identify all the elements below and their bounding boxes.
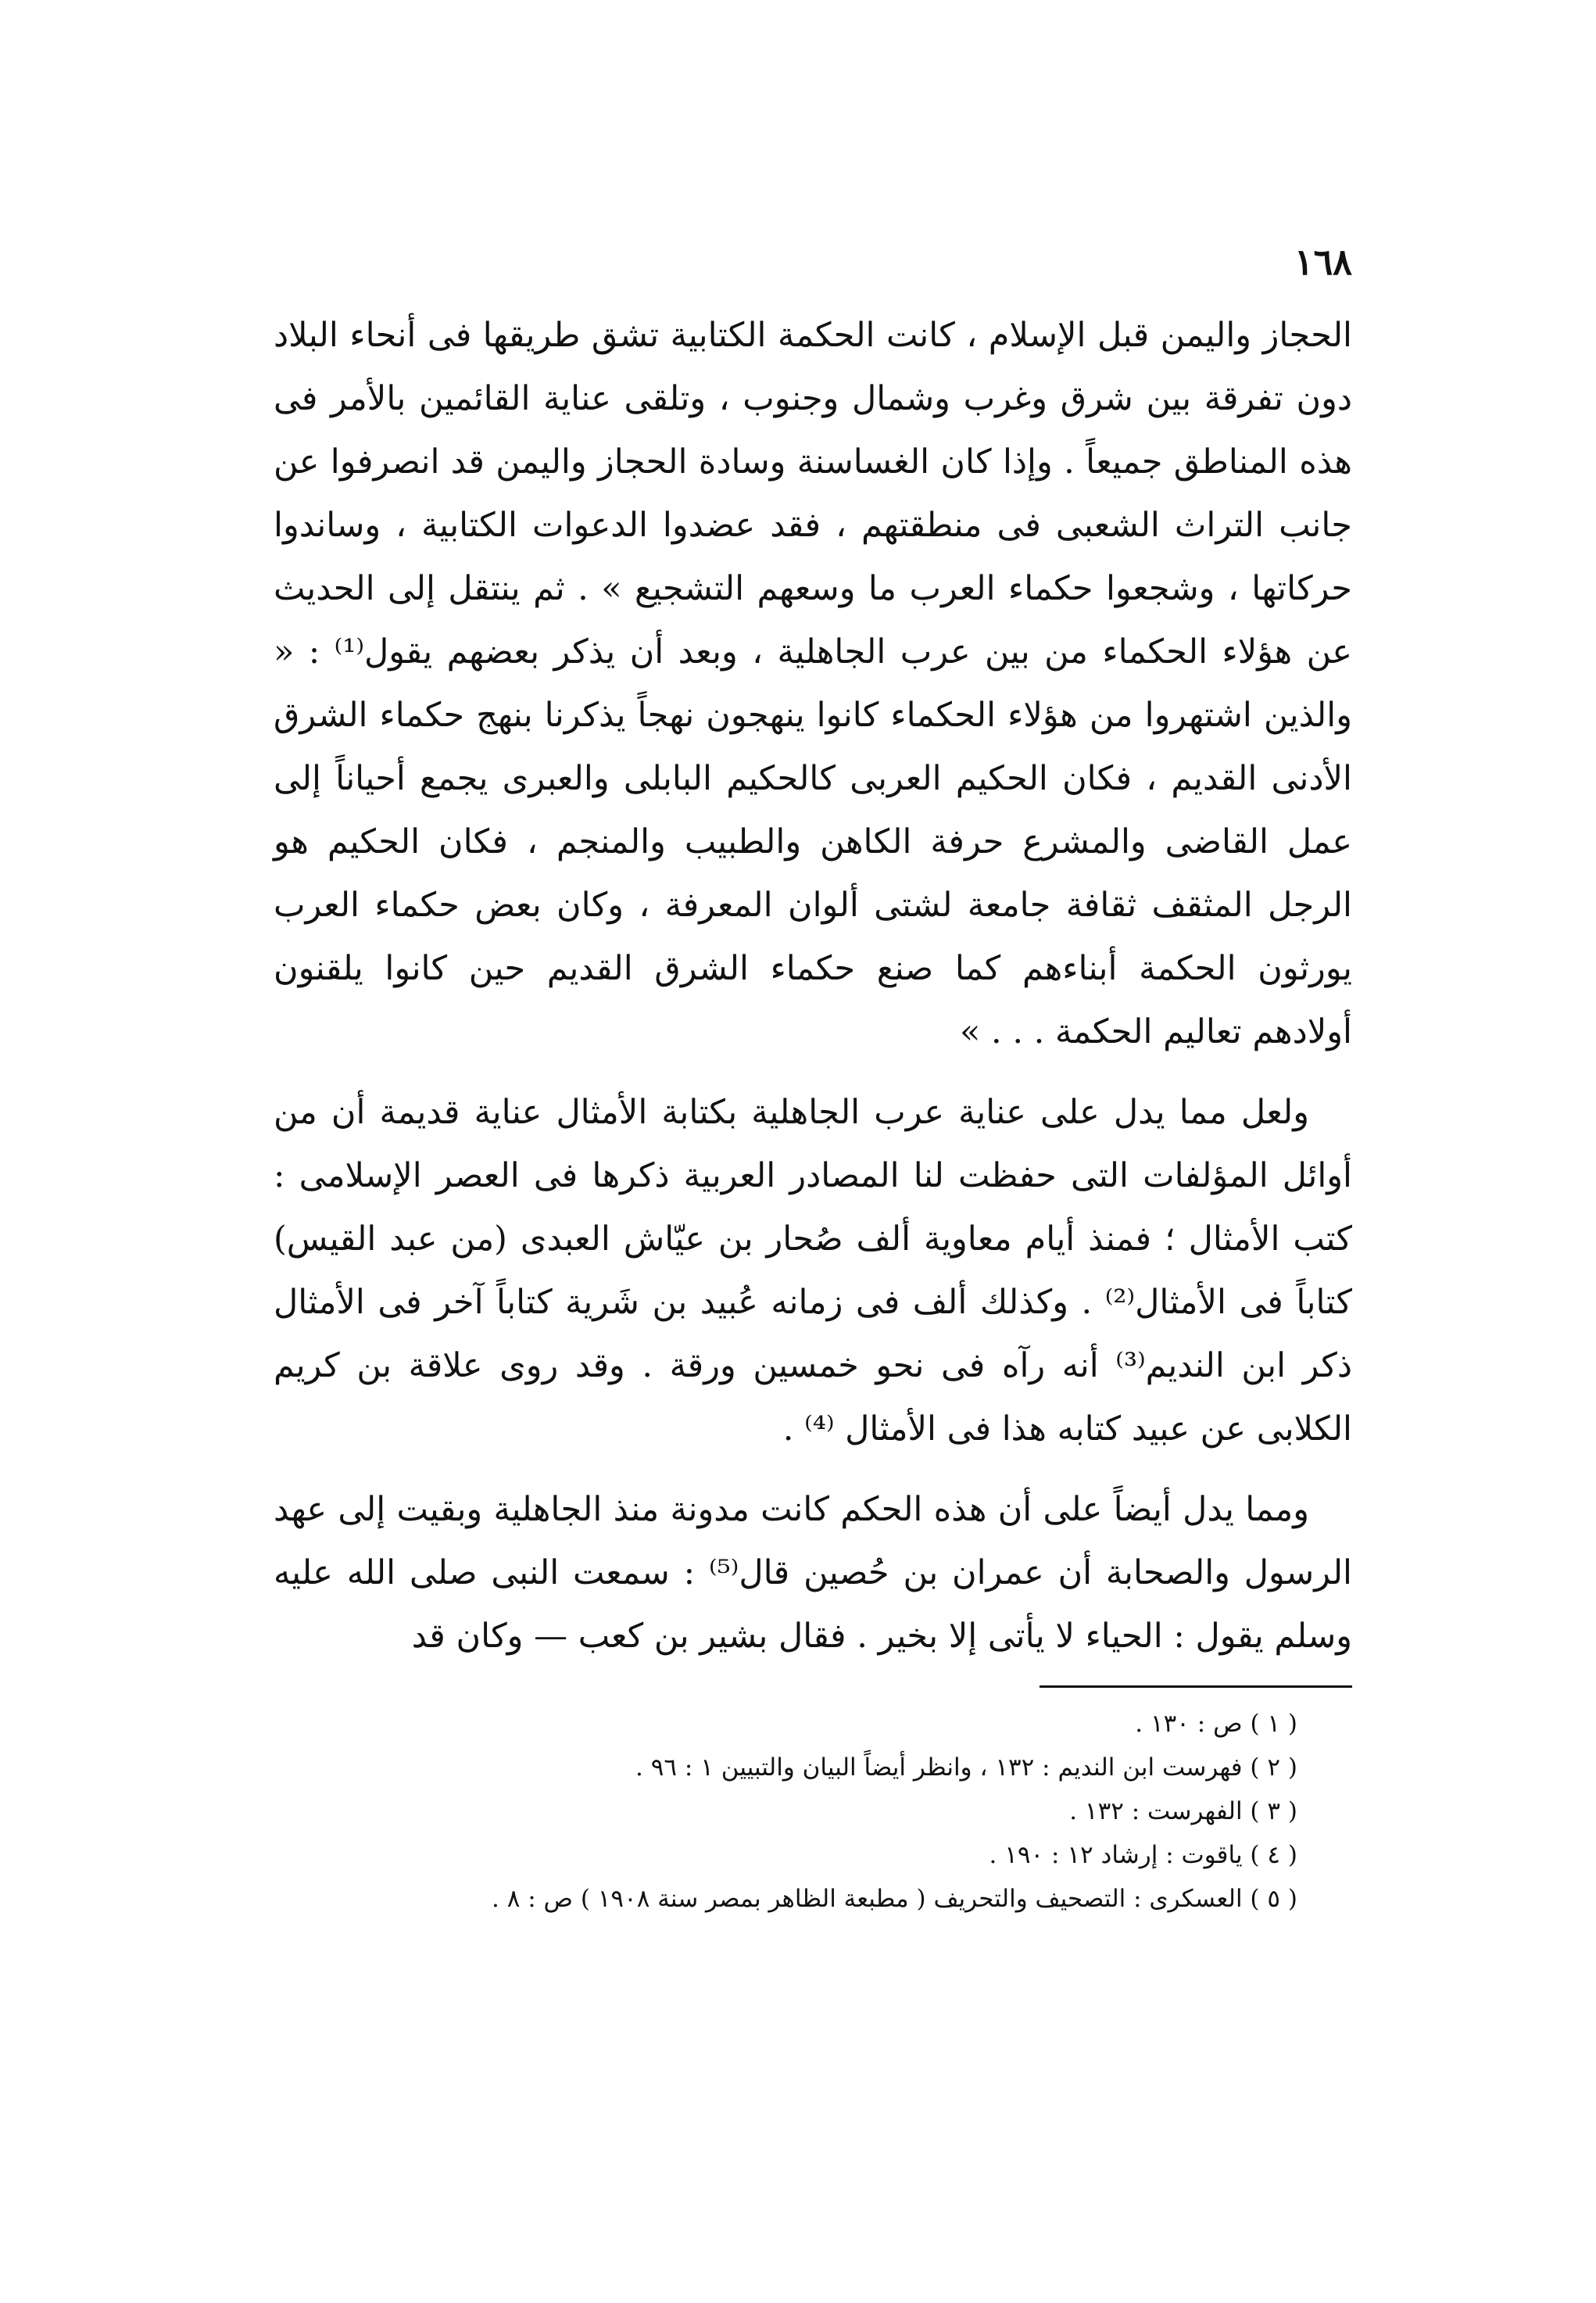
- footnote-5: ( ٥ ) العسكرى : التصحيف والتحريف ( مطبعة الظاهر بمصر سنة ١٩٠٨ ) ص : ٨ .: [491, 1884, 1297, 1913]
- footnote-1: ( ١ ) ص : ١٣٠ .: [1135, 1709, 1297, 1738]
- footnote-separator: [1040, 1685, 1352, 1688]
- footnote-3: ( ٣ ) الفهرست : ١٣٢ .: [1069, 1796, 1297, 1825]
- paragraph-3: ومما يدل أيضاً على أن هذه الحكم كانت مدونة منذ الجاهلية وبقيت إلى عهد الرسول والصحابة أن عمران بن حُصين قال⁽⁵⁾ : سمعت النبى صلى الله عليه وسلم يقول : الحياء لا يأتى إلا بخير . فقال بشير بن كعب — وكان قد: [274, 1489, 1352, 1656]
- page-number: ١٦٨: [1294, 241, 1352, 283]
- paragraph-2: ولعل مما يدل على عناية عرب الجاهلية بكتابة الأمثال عناية قديمة أن من أوائل المؤلفات التى حفظت لنا المصادر العربية ذكرها فى العصر الإسلامى : كتب الأمثال ؛ فمنذ أيام معاوية ألف صُحار بن عيّاش العبدى (من عبد القيس) كتاباً فى الأمثال⁽²⁾ . وكذلك ألف فى زمانه عُبيد بن شَرية كتاباً آخر فى الأمثال ذكر ابن النديم⁽³⁾ أنه رآه فى نحو خمسين ورقة . وقد روى علاقة بن كريم الكلابى عن عبيد كتابه هذا فى الأمثال ⁽⁴⁾ .: [274, 1092, 1352, 1449]
- footnotes: [274, 1702, 1352, 1921]
- footnote-2: ( ٢ ) فهرست ابن النديم : ١٣٢ ، وانظر أيضاً البيان والتبيين ١ : ٩٦ .: [635, 1753, 1297, 1782]
- book-page: [274, 242, 1352, 1921]
- footnote-4: ( ٤ ) ياقوت : إرشاد ١٢ : ١٩٠ .: [989, 1840, 1297, 1869]
- paragraph-1: الحجاز واليمن قبل الإسلام ، كانت الحكمة الكتابية تشق طريقها فى أنحاء البلاد دون تفرقة بين شرق وغرب وشمال وجنوب ، وتلقى عناية القائمين بالأمر فى هذه المناطق جميعاً . وإذا كان الغساسنة وسادة الحجاز واليمن قد انصرفوا عن جانب التراث الشعبى فى منطقتهم ، فقد عضدوا الدعوات الكتابية ، وساندوا حركاتها ، وشجعوا حكماء العرب ما وسعهم التشجيع » . ثم ينتقل إلى الحديث عن هؤلاء الحكماء من بين عرب الجاهلية ، وبعد أن يذكر بعضهم يقول⁽¹⁾ : « والذين اشتهروا من هؤلاء الحكماء كانوا ينهجون نهجاً يذكرنا بنهج حكماء الشرق الأدنى القديم ، فكان الحكيم العربى كالحكيم البابلى والعبرى يجمع أحياناً إلى عمل القاضى والمشرع حرفة الكاهن والطبيب والمنجم ، فكان الحكيم هو الرجل المثقف ثقافة جامعة لشتى ألوان المعرفة ، وكان بعض حكماء العرب يورثون الحكمة أبناءهم كما صنع حكماء الشرق القديم حين كانوا يلقنون أولادهم تعاليم الحكمة . . . »: [274, 315, 1352, 1051]
